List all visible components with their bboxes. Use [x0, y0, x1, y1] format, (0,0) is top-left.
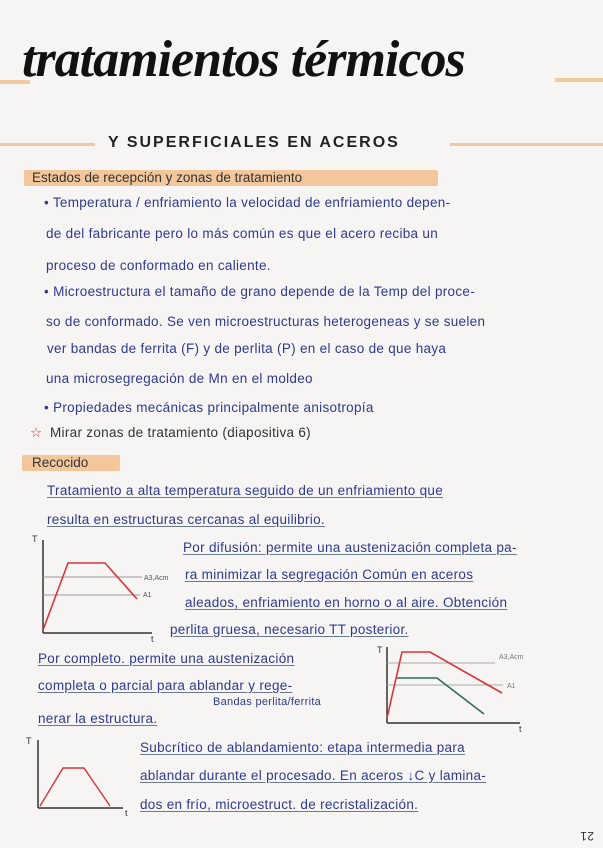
- text-line: dos en frío, microestruct. de recristalización.: [140, 797, 419, 812]
- a1-label: A1: [143, 592, 152, 599]
- text-line: ablandar durante el procesado. En aceros ↓C y lamina-: [140, 768, 487, 783]
- graph-difusion: [30, 530, 180, 645]
- text-line: una microsegregación de Mn en el moldeo: [46, 371, 313, 386]
- text-line: • Propiedades mecánicas principalmente anisotropía: [44, 400, 374, 415]
- graph-completo: [375, 643, 535, 735]
- text-line: so de conformado. Se ven microestructuras heterogeneas y se suelen: [46, 314, 486, 329]
- temperature-curve: [40, 768, 110, 806]
- text-line: resulta en estructuras cercanas al equilibrio.: [47, 512, 325, 527]
- text-line: Por difusión: permite una austenización completa pa-: [183, 540, 517, 555]
- graph-subcritico: [25, 734, 135, 819]
- text-line: ra minimizar la segregación Común en aceros: [185, 567, 474, 582]
- star-note: Mirar zonas de tratamiento (diapositiva 6): [50, 425, 311, 440]
- y-axis-label: T: [26, 736, 32, 746]
- y-axis-label: T: [32, 534, 38, 544]
- page-title: tratamientos térmicos: [22, 31, 465, 88]
- partial-annealing-curve: [397, 678, 484, 714]
- x-axis-label: t: [151, 634, 154, 644]
- y-axis-label: T: [377, 645, 383, 655]
- temperature-curve: [43, 563, 137, 630]
- title-underline-right: [555, 78, 603, 82]
- text-line: perlita gruesa, necesario TT posterior.: [170, 622, 409, 637]
- a3-label: A3,Acm: [144, 575, 169, 582]
- section1-heading: Estados de recepción y zonas de tratamiento: [32, 170, 303, 185]
- text-line: proceso de conformado en caliente.: [46, 258, 271, 273]
- x-axis-label: t: [519, 724, 522, 734]
- text-line: completa o parcial para ablandar y rege-: [38, 678, 293, 693]
- text-line: aleados, enfriamiento en horno o al aire. Obtención: [185, 595, 508, 610]
- x-axis-label: t: [125, 808, 128, 818]
- section2-heading: Recocido: [32, 455, 89, 470]
- text-line: Subcrítico de ablandamiento: etapa intermedia para: [140, 740, 465, 755]
- text-line: • Microestructura el tamaño de grano depende de la Temp del proce-: [44, 284, 476, 299]
- text-line: nerar la estructura.: [38, 711, 158, 726]
- text-line: de del fabricante pero lo más común es que el acero reciba un: [46, 226, 439, 241]
- text-line: • Temperatura / enfriamiento la velocidad de enfriamiento depen-: [44, 195, 451, 210]
- annotation: Bandas perlita/ferrita: [213, 696, 322, 708]
- page-number: 21: [580, 829, 594, 843]
- a3-label: A3,Acm: [499, 654, 524, 661]
- subtitle-rule-left: [0, 143, 95, 146]
- text-line: ver bandas de ferrita (F) y de perlita (P) en el caso de que haya: [47, 341, 447, 356]
- page-subtitle: Y SUPERFICIALES EN ACEROS: [108, 134, 400, 151]
- a1-label: A1: [507, 683, 516, 690]
- text-line: Tratamiento a alta temperatura seguido de un enfriamiento que: [47, 483, 444, 498]
- text-line: Por completo. permite una austenización: [38, 651, 295, 666]
- subtitle-rule-right: [450, 143, 603, 146]
- star-icon: ☆: [30, 425, 43, 440]
